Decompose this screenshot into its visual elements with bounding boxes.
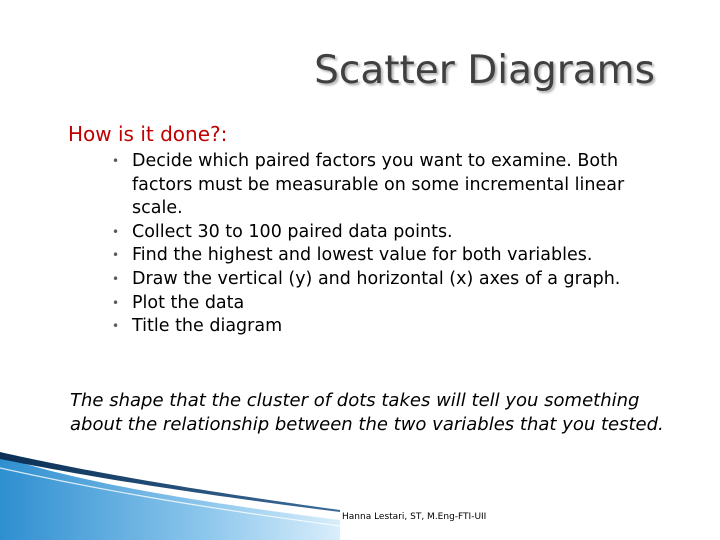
footer-credit: Hanna Lestari, ST, M.Eng-FTI-UII [342, 512, 487, 522]
list-item [112, 244, 672, 268]
bullet-text: Find the highest and lowest value for both variables. [132, 245, 593, 266]
bullet-text: Collect 30 to 100 paired data points. [132, 221, 453, 242]
slide-title: Scatter Diagrams [314, 48, 655, 93]
bullet-text: Plot the data [132, 292, 245, 313]
list-item [112, 150, 672, 221]
list-item [112, 315, 672, 339]
bullet-text: Decide which paired factors you want to examine. Both factors must be measurable on some incremental linear scale. [132, 151, 625, 219]
conclusion-text: The shape that the cluster of dots takes will tell you something about the relationship between the two variables that you tested. [70, 390, 664, 435]
list-item [112, 221, 672, 245]
bullet-icon: • [112, 248, 120, 263]
list-item [112, 292, 672, 316]
bullet-list [112, 150, 672, 339]
decorative-swoosh [0, 448, 340, 540]
bullet-icon: • [112, 319, 120, 334]
bullet-icon: • [112, 224, 120, 239]
bullet-icon: • [112, 271, 120, 286]
bullet-text: Draw the vertical (y) and horizontal (x) axes of a graph. [132, 268, 621, 289]
bullet-icon: • [112, 295, 120, 310]
bullet-icon: • [112, 154, 120, 168]
bullet-text: Title the diagram [132, 316, 283, 337]
list-item [112, 268, 672, 292]
subheading: How is it done?: [68, 122, 228, 146]
